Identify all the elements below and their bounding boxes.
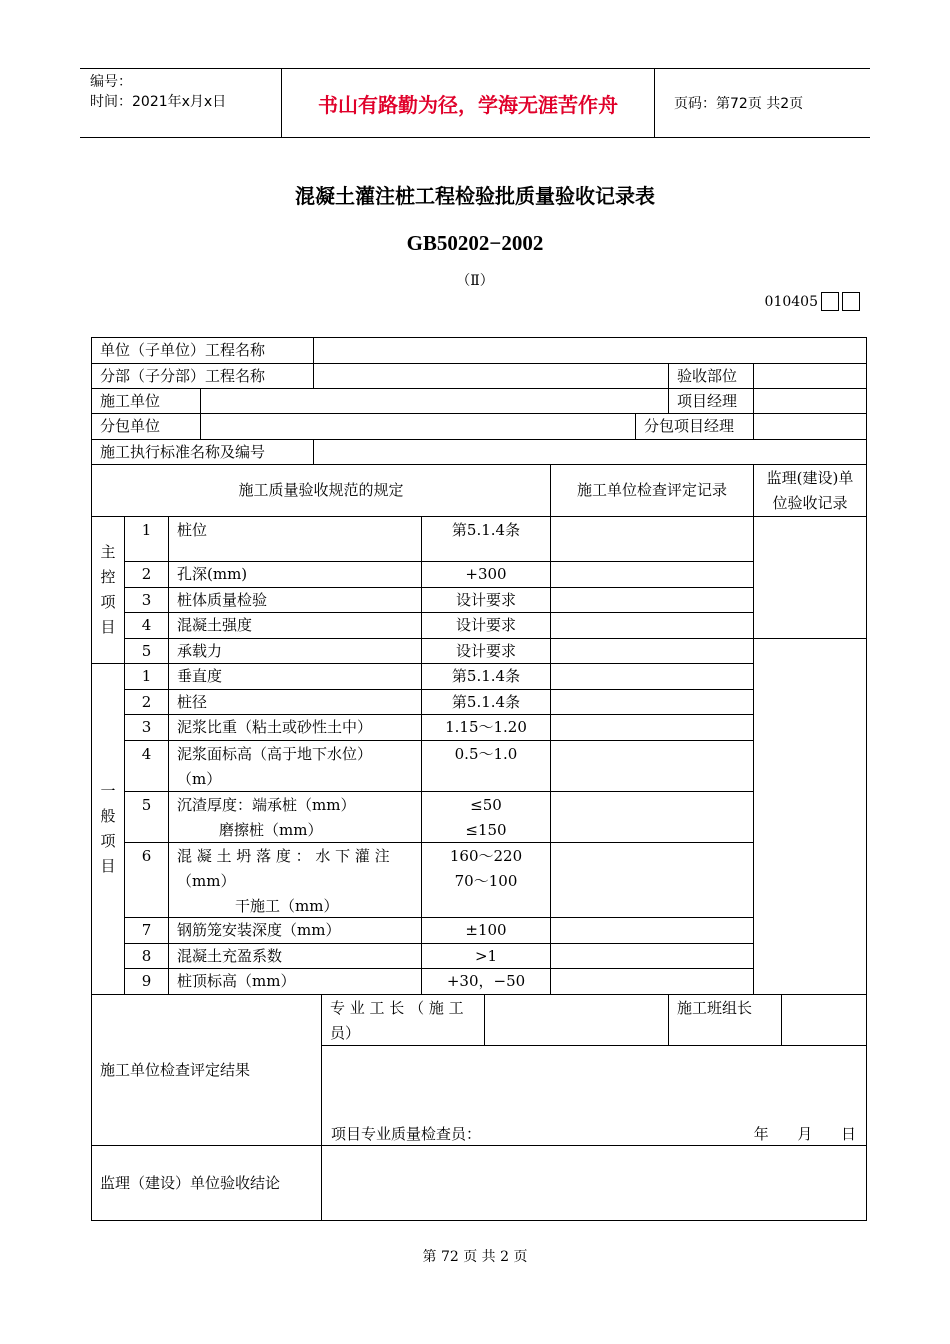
row-item: 桩顶标高（mm） [168, 968, 422, 995]
row-record[interactable] [550, 663, 754, 690]
subcontract-manager-value[interactable] [753, 413, 867, 440]
row-item-line: 干施工（mm） [235, 897, 339, 915]
form-code-text: 010405 [764, 293, 818, 310]
row-req: 第5.1.4条 [421, 516, 551, 562]
group-main-items [91, 516, 125, 664]
sub-project-value[interactable] [313, 363, 669, 389]
group-char: 项 [100, 832, 116, 850]
row-item: 桩径 [168, 689, 422, 715]
supervision-main[interactable] [753, 516, 867, 639]
row-no: 2 [124, 689, 169, 715]
row-item-line: （m） [177, 770, 222, 788]
construction-unit-value[interactable] [200, 388, 669, 414]
row-req: +30，−50 [421, 968, 551, 995]
label-standard-name: 施工执行标准名称及编号 [91, 439, 314, 465]
code-label: 编号： [90, 74, 132, 90]
foreman-line: 专 业 工 长 （ 施 工 [330, 999, 464, 1017]
row-record[interactable] [550, 612, 754, 639]
row-no: 4 [124, 612, 169, 639]
row-item: 钢筋笼安装深度（mm） [168, 917, 422, 944]
row-req [421, 842, 551, 918]
row-req: >1 [421, 943, 551, 969]
row-record[interactable] [550, 943, 754, 969]
time-label: 时间：2021年x月x日 [90, 94, 227, 110]
subcontract-unit-value[interactable] [200, 413, 636, 440]
row-req: ±100 [421, 917, 551, 944]
label-sub-project: 分部（子分部）工程名称 [91, 363, 314, 389]
row-req-line: ≤50 [470, 796, 502, 814]
row-item: 桩体质量检验 [168, 587, 422, 613]
label-project-manager: 项目经理 [668, 388, 754, 414]
row-req: 第5.1.4条 [421, 689, 551, 715]
row-record[interactable] [550, 917, 754, 944]
row-item-line: （mm） [177, 872, 236, 890]
label-team-leader: 施工班组长 [668, 994, 782, 1046]
supervision-general[interactable] [753, 638, 867, 995]
accept-part-value[interactable] [753, 363, 867, 389]
unit-project-value[interactable] [313, 337, 867, 364]
head-supervision [753, 464, 867, 517]
row-item [168, 791, 422, 843]
row-record[interactable] [550, 740, 754, 792]
page-footer: 第 72 页 共 2 页 [422, 1249, 528, 1265]
row-item: 承载力 [168, 638, 422, 664]
row-no: 5 [124, 638, 169, 664]
group-char: 目 [100, 857, 116, 875]
inspector-label: 项目专业质量检查员： [331, 1125, 482, 1143]
row-no: 3 [124, 587, 169, 613]
row-no: 8 [124, 943, 169, 969]
row-record[interactable] [550, 516, 754, 562]
row-item: 桩位 [168, 516, 422, 562]
team-leader-signature[interactable] [781, 994, 867, 1046]
row-req: 0.5～1.0 [421, 740, 551, 792]
group-char: 目 [100, 618, 116, 636]
label-unit-project: 单位（子单位）工程名称 [91, 337, 314, 364]
row-item [168, 740, 422, 792]
group-char: 控 [100, 568, 116, 586]
row-item-line: 沉渣厚度：端承桩（mm） [177, 796, 356, 814]
row-record[interactable] [550, 791, 754, 843]
row-record[interactable] [550, 561, 754, 588]
row-item-line: 混 凝 土 坍 落 度 ： 水 下 灌 注 [177, 847, 390, 865]
row-item: 混凝土充盈系数 [168, 943, 422, 969]
row-item: 孔深(mm) [168, 561, 422, 588]
row-record[interactable] [550, 689, 754, 715]
row-record[interactable] [550, 714, 754, 741]
row-no: 5 [124, 791, 169, 843]
head-supervision-line1: 监理(建设)单 [766, 468, 854, 487]
motto: 书山有路勤为径，学海无涯苦作舟 [282, 69, 655, 137]
row-item: 混凝土强度 [168, 612, 422, 639]
row-no: 3 [124, 714, 169, 741]
label-check-result: 施工单位检查评定结果 [91, 994, 322, 1146]
row-item-line: 磨擦桩（mm） [219, 821, 323, 839]
group-general-items [91, 663, 125, 995]
row-record[interactable] [550, 842, 754, 918]
supervision-conclusion-area[interactable] [321, 1145, 867, 1221]
label-supervision-conclusion: 监理（建设）单位验收结论 [91, 1145, 322, 1221]
row-no: 4 [124, 740, 169, 792]
date-label: 年 月 日 [753, 1125, 856, 1143]
row-req: 设计要求 [421, 612, 551, 639]
doc-subtitle: （Ⅱ） [456, 273, 494, 289]
doc-title: 混凝土灌注桩工程检验批质量验收记录表 [295, 184, 655, 208]
row-req [421, 791, 551, 843]
row-item: 泥浆比重（粘土或砂性土中） [168, 714, 422, 741]
row-req: 设计要求 [421, 587, 551, 613]
group-char: 主 [100, 543, 116, 561]
label-accept-part: 验收部位 [668, 363, 754, 389]
row-req-line: 70～100 [454, 872, 518, 890]
label-subcontract-manager: 分包项目经理 [635, 413, 754, 440]
head-supervision-line2: 位验收记录 [772, 493, 848, 512]
row-record[interactable] [550, 968, 754, 995]
doc-standard: GB50202−2002 [406, 231, 544, 255]
group-char: 般 [100, 807, 116, 825]
label-subcontract-unit: 分包单位 [91, 413, 201, 440]
row-item [168, 842, 422, 918]
head-check-record: 施工单位检查评定记录 [550, 464, 754, 517]
row-req: +300 [421, 561, 551, 588]
row-req-line: ≤150 [465, 821, 507, 839]
row-req-line: 160～220 [449, 847, 523, 865]
row-no: 1 [124, 516, 169, 562]
row-record[interactable] [550, 587, 754, 613]
row-no: 2 [124, 561, 169, 588]
row-item-line: 泥浆面标高（高于地下水位） [177, 745, 373, 763]
row-req: 第5.1.4条 [421, 663, 551, 690]
label-construction-unit: 施工单位 [91, 388, 201, 414]
row-record[interactable] [550, 638, 754, 664]
row-req: 1.15～1.20 [421, 714, 551, 741]
group-char: 项 [100, 593, 116, 611]
page-label: 页码：第72页 共2页 [674, 96, 804, 112]
row-item: 垂直度 [168, 663, 422, 690]
check-result-area[interactable] [321, 1045, 867, 1146]
row-req: 设计要求 [421, 638, 551, 664]
foreman-line: 员） [330, 1024, 361, 1042]
label-foreman [321, 994, 485, 1046]
row-no: 6 [124, 842, 169, 918]
row-no: 1 [124, 663, 169, 690]
foreman-signature[interactable] [484, 994, 669, 1046]
row-no: 9 [124, 968, 169, 995]
row-no: 7 [124, 917, 169, 944]
standard-name-value[interactable] [313, 439, 867, 465]
head-spec: 施工质量验收规范的规定 [91, 464, 551, 517]
project-manager-value[interactable] [753, 388, 867, 414]
group-char: 一 [100, 782, 116, 800]
